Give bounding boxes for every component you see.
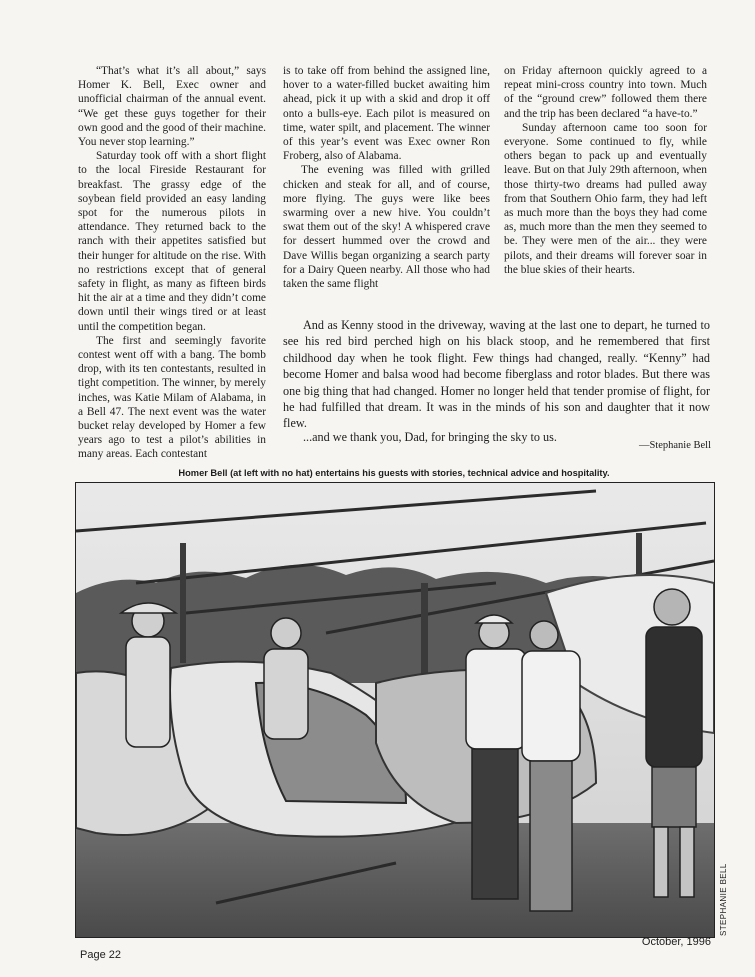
article-column-1 (78, 64, 266, 462)
closing-paragraph: And as Kenny stood in the driveway, waving at the last one to depart, he turned to see his red bird perched high on his black stoop, and he remembered that first childhood day when he took flight. Few things had changed, really. “Kenny” had become Homer and balsa wood had become fiberglass and rotor blades. But there was one big thing that had changed. Homer no longer held that tender promise of flight, for he had fulfilled that dream. It was in the minds of his son and daughter that it now flew. (283, 318, 710, 431)
photo-caption: Homer Bell (at left with no hat) entertains his guests with stories, technical advice and hospitality. (178, 468, 610, 478)
paragraph: on Friday afternoon quickly agreed to a repeat mini-cross country into town. Much of the “ground crew” followed them there and the trip has been declared “a have-to.” (504, 65, 707, 120)
author-signature: —Stephanie Bell (638, 440, 711, 451)
article-column-3 (504, 64, 707, 277)
photo-illustration (76, 483, 714, 937)
photo-credit: STEPHANIE BELL (719, 863, 728, 936)
paragraph: The first and seemingly favorite contest went off with a bang. The bomb drop, with its ten contestants, resulted in tight competition. The winner, by merely inches, was Katie Milam of Alabama, in a Bell 47. The next event was the water bucket relay developed by Homer a few years ago to test a pilot’s abilities in many areas. Each contestant (78, 334, 266, 461)
article-column-2 (283, 64, 490, 291)
helicopter-photo (75, 482, 715, 938)
page-number: Page 22 (80, 949, 121, 961)
closing-paragraph-block (283, 317, 710, 432)
paragraph: “That’s what it’s all about,” says Homer K. Bell, Exec owner and unofficial chairman of the annual event. “We get these guys together for their own good and the good of their machine. You never stop learning.” (78, 65, 266, 149)
paragraph: Sunday afternoon came too soon for everyone. Some continued to fly, while others began to pack up and eventually leave. But on that July 29th afternoon, when those thirty-two dreams had pulled away from that Southern Ohio farm, they had left as much more than the boys they had come as, much more than the men they seemed to be. They were men of the air... they were pilots, and their dreams will forever soar in the blue skies of their hearts. (504, 121, 707, 276)
closing-line: ...and we thank you, Dad, for bringing the sky to us. (303, 430, 557, 444)
issue-date: October, 1996 (641, 936, 711, 948)
paragraph: The evening was filled with grilled chicken and steak for all, and of course, more flying. The guys were like bees swarming over a new hive. You couldn’t swat them out of the sky! A whispered crave for dessert hummed over the crowd and Dave Willis began organizing a search party for a Dairy Queen nearby. All those who had taken the same flight (283, 164, 490, 291)
grass-field (76, 823, 714, 937)
paragraph: Saturday took off with a short flight to the local Fireside Restaurant for breakfast. The grassy edge of the soybean field provided an easy landing spot for the numerous pilots in attendance. They returned back to the ranch with their appetites satisfied but their hunger for altitude on the rise. With no restrictions except that of general safety in flight, as many as fifteen birds hit the air at a time and they didn’t come down until their wings tired or at least until the competition began. (78, 150, 266, 333)
paragraph: is to take off from behind the assigned line, hover to a water-filled bucket awaiting him ahead, pick it up with a skid and drop it off onto a bulls-eye. Each pilot is measured on time, water spilt, and placement. The winner of this year’s event was Exec owner Ron Froberg, also of Alabama. (283, 65, 490, 163)
